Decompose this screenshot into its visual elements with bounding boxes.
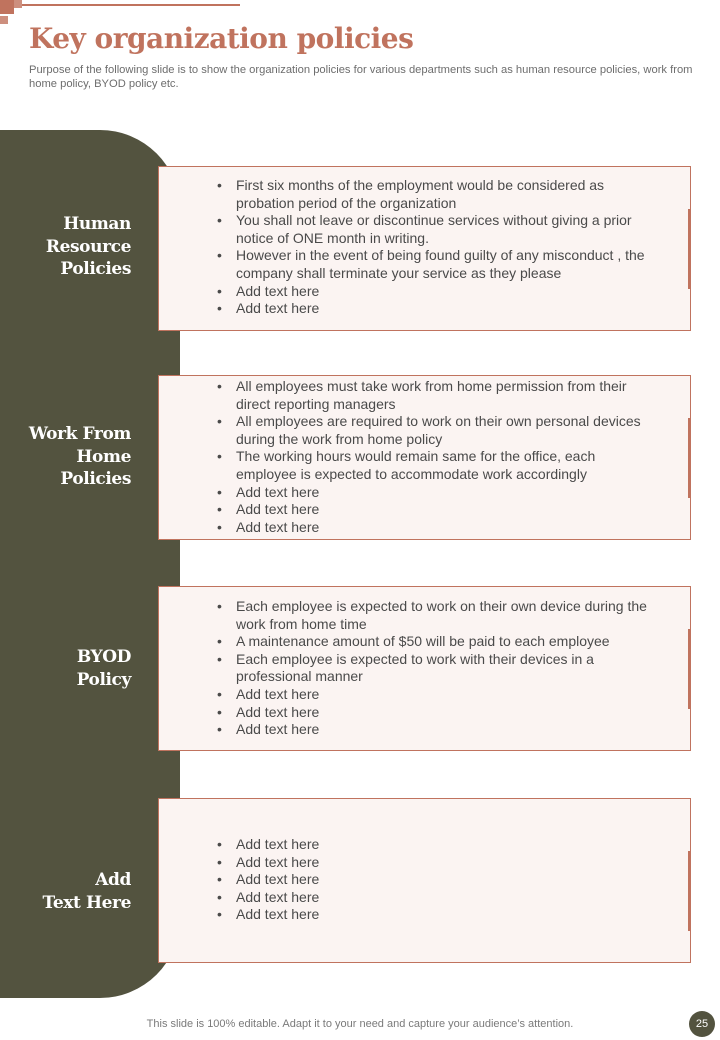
bullet-item: • Add text here — [217, 501, 657, 519]
decoration-square — [14, 0, 22, 8]
card-accent-bar — [688, 851, 691, 931]
policy-card-hr — [158, 166, 691, 331]
bullet-item: • All employees must take work from home permission from their direct reporting managers — [217, 378, 657, 413]
bullet-item: • First six months of the employment would be considered as probation period of the organization — [217, 177, 657, 212]
decoration-line — [22, 4, 240, 6]
bullet-list — [217, 836, 657, 924]
bullet-item: • Add text here — [217, 906, 657, 924]
bullet-item: • Add text here — [217, 836, 657, 854]
card-accent-bar — [688, 209, 691, 289]
footer-note: This slide is 100% editable. Adapt it to your need and capture your audience’s attention. — [146, 1018, 574, 1030]
bullet-item: • The working hours would remain same for the office, each employee is expected to accommodate work accordingly — [217, 448, 657, 483]
bullet-item: • Each employee is expected to work on their own device during the work from home time — [217, 598, 657, 633]
bullet-list — [217, 598, 657, 739]
policy-card-byod — [158, 586, 691, 751]
card-accent-bar — [688, 418, 691, 498]
decoration-square — [0, 16, 8, 24]
card-accent-bar — [688, 629, 691, 709]
policy-card-add-text — [158, 798, 691, 963]
category-label-wfh: Work From Home Policies — [28, 424, 131, 489]
bullet-item: • Add text here — [217, 704, 657, 722]
slide-title: Key organization policies — [29, 22, 414, 55]
decoration-square — [0, 0, 14, 14]
bullet-item: • Add text here — [217, 721, 657, 739]
category-label-hr: Human Resource Policies — [45, 214, 131, 279]
bullet-item: • Each employee is expected to work with their devices in a professional manner — [217, 651, 657, 686]
bullet-item: • Add text here — [217, 854, 657, 872]
bullet-item: • Add text here — [217, 871, 657, 889]
bullet-item: • Add text here — [217, 519, 657, 537]
bullet-list — [217, 177, 657, 318]
bullet-item: • Add text here — [217, 686, 657, 704]
bullet-list — [217, 378, 657, 536]
bullet-item: • You shall not leave or discontinue services without giving a prior notice of ONE month in writing. — [217, 212, 657, 247]
bullet-item: • A maintenance amount of $50 will be paid to each employee — [217, 633, 657, 651]
bullet-item: • All employees are required to work on their own personal devices during the work from home policy — [217, 413, 657, 448]
bullet-item: • Add text here — [217, 283, 657, 301]
bullet-item: • However in the event of being found guilty of any misconduct , the company shall terminate your service as they please — [217, 247, 657, 282]
policy-card-wfh — [158, 375, 691, 540]
bullet-item: • Add text here — [217, 300, 657, 318]
slide-subtitle: Purpose of the following slide is to show the organization policies for various departments such as human resource policies, work from home policy, BYOD policy etc. — [29, 64, 693, 90]
page-number-badge: 25 — [689, 1011, 715, 1037]
bullet-item: • Add text here — [217, 484, 657, 502]
category-label-add-text: Add Text Here — [42, 870, 131, 913]
bullet-item: • Add text here — [217, 889, 657, 907]
category-label-byod: BYOD Policy — [76, 647, 131, 690]
